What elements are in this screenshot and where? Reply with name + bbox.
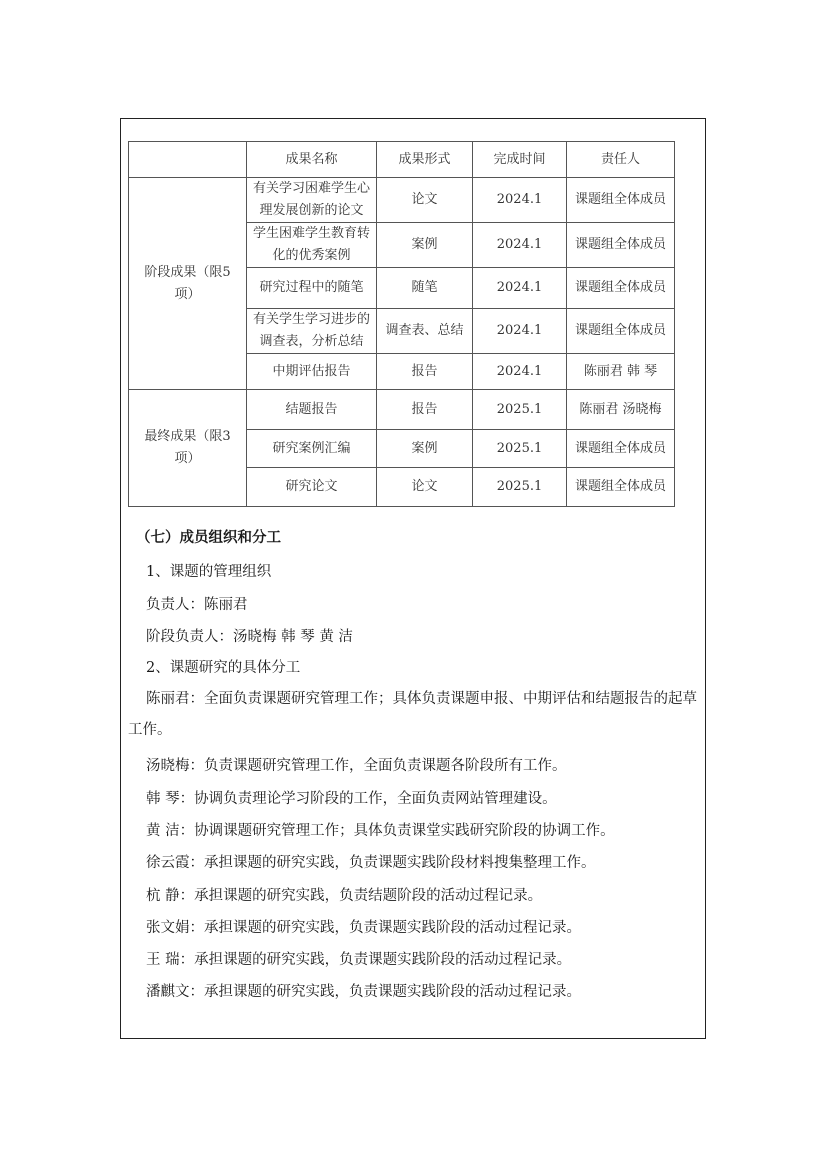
result-form: 调查表、总结: [377, 309, 473, 354]
duty-paragraph: 陈丽君：全面负责课题研究管理工作；具体负责课题申报、中期评估和结题报告的起草工作。: [128, 691, 697, 738]
duty-line: 徐云霞：承担课题的研究实践，负责课题实践阶段材料搜集整理工作。: [146, 855, 596, 871]
result-owner: 课题组全体成员: [567, 309, 675, 354]
result-time: 2024.1: [473, 223, 567, 268]
stage-leaders-line: 阶段负责人：汤晓梅 韩 琴 黄 洁: [146, 629, 353, 645]
result-name: 中期评估报告: [247, 354, 377, 390]
result-owner: 课题组全体成员: [567, 468, 675, 507]
result-time: 2024.1: [473, 178, 567, 223]
result-owner: 课题组全体成员: [567, 178, 675, 223]
result-name: 学生困难学生教育转化的优秀案例: [247, 223, 377, 268]
group-label-final: 最终成果（限3项）: [129, 390, 247, 507]
result-owner: 课题组全体成员: [567, 430, 675, 468]
result-time: 2025.1: [473, 468, 567, 507]
header-cell-form: 成果形式: [377, 142, 473, 178]
duty-line: 张文娟：承担课题的研究实践，负责课题实践阶段的活动过程记录。: [146, 920, 581, 936]
duty-line: 黄 洁：协调课题研究管理工作；具体负责课堂实践研究阶段的协调工作。: [146, 823, 615, 839]
subsection-management: 1、课题的管理组织: [146, 564, 272, 580]
subsection-division: 2、课题研究的具体分工: [146, 660, 301, 676]
result-time: 2024.1: [473, 309, 567, 354]
header-cell-owner: 责任人: [567, 142, 675, 178]
result-owner: 陈丽君 汤晓梅: [567, 390, 675, 430]
duty-line: 汤晓梅：负责课题研究管理工作，全面负责课题各阶段所有工作。: [146, 758, 567, 774]
result-name: 结题报告: [247, 390, 377, 430]
result-time: 2025.1: [473, 390, 567, 430]
header-cell-blank: [129, 142, 247, 178]
result-name: 研究论文: [247, 468, 377, 507]
results-table: [128, 141, 675, 507]
result-name: 有关学习困难学生心理发展创新的论文: [247, 178, 377, 223]
table-header-row: [129, 142, 675, 178]
result-form: 论文: [377, 178, 473, 223]
section-heading: （七）成员组织和分工: [136, 529, 281, 546]
duty-line: 王 瑞：承担课题的研究实践，负责课题实践阶段的活动过程记录。: [146, 952, 572, 968]
result-form: 报告: [377, 390, 473, 430]
result-owner: 课题组全体成员: [567, 223, 675, 268]
table-row: [129, 178, 675, 223]
result-form: 随笔: [377, 268, 473, 309]
result-form: 论文: [377, 468, 473, 507]
duty-line: 韩 琴：协调负责理论学习阶段的工作，全面负责网站管理建设。: [146, 791, 557, 807]
result-owner: 陈丽君 韩 琴: [567, 354, 675, 390]
result-form: 报告: [377, 354, 473, 390]
duty-line: 潘麒文：承担课题的研究实践，负责课题实践阶段的活动过程记录。: [146, 984, 581, 1000]
result-name: 有关学生学习进步的调查表，分析总结: [247, 309, 377, 354]
group-label-stage: 阶段成果（限5项）: [129, 178, 247, 390]
result-time: 2024.1: [473, 268, 567, 309]
header-cell-time: 完成时间: [473, 142, 567, 178]
result-time: 2025.1: [473, 430, 567, 468]
result-form: 案例: [377, 223, 473, 268]
result-time: 2024.1: [473, 354, 567, 390]
result-name: 研究过程中的随笔: [247, 268, 377, 309]
result-form: 案例: [377, 430, 473, 468]
duty-line: 杭 静：承担课题的研究实践，负责结题阶段的活动过程记录。: [146, 888, 543, 904]
result-owner: 课题组全体成员: [567, 268, 675, 309]
result-name: 研究案例汇编: [247, 430, 377, 468]
header-cell-name: 成果名称: [247, 142, 377, 178]
table-row: [129, 390, 675, 430]
leader-line: 负责人：陈丽君: [146, 597, 248, 613]
